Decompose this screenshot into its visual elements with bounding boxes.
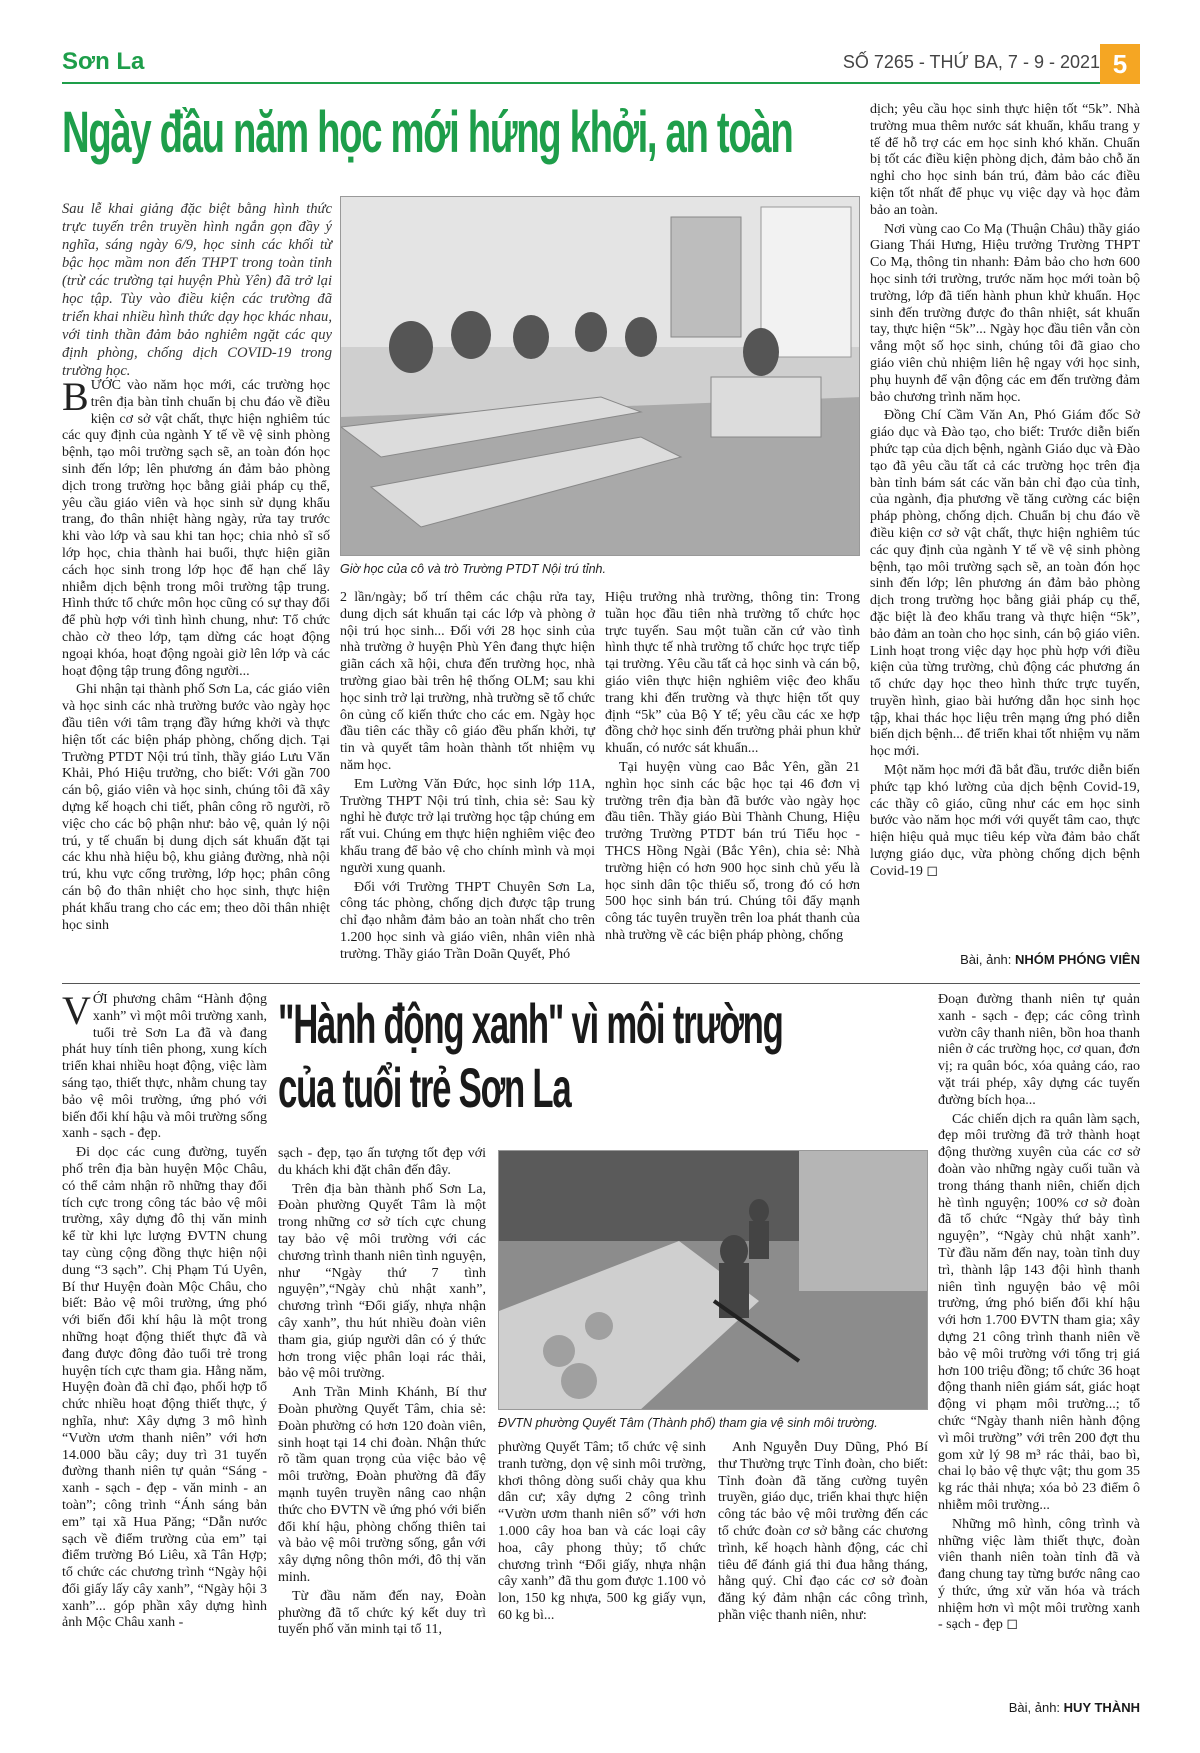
paragraph: Ghi nhận tại thành phố Sơn La, các giáo viên và học sinh các nhà trường bước vào ngày học đầu tiên với tâm trạng đầy hứng khởi và thực hiện tốt các biện pháp phòng, chống dịch. Tại Trường PTDT Nội trú tỉnh, thầy giáo Lưu Văn Khải, Phó Hiệu trưởng, cho biết: Với gần 700 cán bộ, giáo viên và học sinh, chúng tôi đã xây dựng kế hoạch chi tiết, phân công rõ người, rõ việc cho các bộ phận như: bảo vệ, quản lý nội trú, y tế chuẩn bị dung dịch sát khuẩn đặt tại các khu nhà hiệu bộ, khu giảng đường, nhà nội trú, khu vực cổng trường, lớp học; phân công cán bộ đo thân nhiệt cho học sinh, thực hiện phát khẩu trang cho các em; theo dõi thân nhiệt học sinh bbox=[62, 682, 330, 933]
paragraph: sạch - đẹp, tạo ấn tượng tốt đẹp với du khách khi đặt chân đến đây. bbox=[278, 1146, 486, 1178]
article2-title bbox=[278, 992, 783, 1120]
paragraph: Đồng Chí Cầm Văn An, Phó Giám đốc Sở giáo dục và Đào tạo, cho biết: Trước diễn biến phức tạp của dịch bệnh, ngành Giáo dục và Đào tạo đã yêu cầu tất cả các trường học trên địa bàn tỉnh bám sát các văn bản chỉ đạo của tỉnh, của ngành, địa phương về tăng cường các biện pháp phòng, chống dịch. Chuẩn bị chu đáo về điều kiện cơ sở vật chất, thực hiện nghiêm túc các quy định của ngành Y tế về vệ sinh phòng bệnh, tạo môi trường sạch sẽ, an toàn đón học sinh đến lớp; lên phương án đảm bảo phòng dịch trong trường học bằng giải pháp cụ thể, đặc biệt là đeo khẩu trang và thực hiện “5k”, bảo đảm an toàn cho học sinh, cán bộ giáo viên. Linh hoạt trong việc dạy học phù hợp với điều kiện của từng trường, chủ động các phương án tổ chức dạy học theo hình thức trực tuyến, truyền hình, giao bài hướng dẫn học sinh học tập, khai thác học liệu trên mạng ứng phó diễn biến dịch bệnh... để triển khai tốt nhiệm vụ năm học mới. bbox=[870, 408, 1140, 760]
article2-column-4 bbox=[718, 1440, 928, 1627]
byline-prefix: Bài, ảnh: bbox=[1008, 1700, 1061, 1715]
article1-column-2 bbox=[340, 590, 595, 966]
paragraph: ỚI phương châm “Hành động xanh” vì một môi trường xanh, tuổi trẻ Sơn La đã và đang phát huy tính tiên phong, xung kích triển khai nhiều hoạt động, việc làm sáng tạo, thiết thực, nhằm chung tay bảo vệ môi trường, ứng phó với biến đổi khí hậu và môi trường sống xanh - sạch - đẹp. bbox=[62, 992, 267, 1142]
paragraph: phường Quyết Tâm; tổ chức vệ sinh tranh tường, dọn vệ sinh môi trường, khơi thông dòng suối chảy qua khu dân cư; xây dựng 2 công trình “Vườn ươm thanh niên số” với hơn 1.000 cây hoa ban và các loại cây hoa, cây phong thủy; tổ chức chương trình “Đổi giấy, nhựa nhận cây xanh” đã thu gom được 1.100 vỏ lon, 150 kg nhựa, 500 kg giấy vụn, 60 kg bì... bbox=[498, 1440, 706, 1623]
article2-byline bbox=[938, 1700, 1140, 1715]
paragraph: dịch; yêu cầu học sinh thực hiện tốt “5k”. Nhà trường mua thêm nước sát khuẩn, khẩu trang y tế để hỗ trợ các em học sinh khó khăn. Chuẩn bị tốt các điều kiện phòng dịch, đảm bảo chỗ ăn nghỉ cho học sinh bán trú, đảm bảo các điều kiện tốt nhất để phục vụ việc dạy và học đảm bảo an toàn. bbox=[870, 102, 1140, 218]
dropcap: V bbox=[62, 988, 91, 1033]
article2-column-1 bbox=[62, 988, 267, 1634]
title-line: của tuổi trẻ Sơn La bbox=[278, 1056, 571, 1119]
article1-column-3 bbox=[605, 590, 860, 947]
page-number: 5 bbox=[1100, 44, 1140, 84]
byline-author: HUY THÀNH bbox=[1063, 1700, 1140, 1715]
article1-photo-caption: Giờ học của cô và trò Trường PTDT Nội trú tỉnh. bbox=[340, 562, 606, 576]
article2-photo-caption: ĐVTN phường Quyết Tâm (Thành phố) tham gia vệ sinh môi trường. bbox=[498, 1416, 878, 1430]
article1-title: Ngày đầu năm học mới hứng khởi, an toàn bbox=[62, 100, 793, 165]
paragraph: Các chiến dịch ra quân làm sạch, đẹp môi trường đã trở thành hoạt động thường xuyên của các cơ sở đoàn vào những ngày cuối tuần và trong tháng thanh niên, chiến dịch hè tình nguyện; 100% cơ sở đoàn đã tổ chức “Ngày thứ bảy tình nguyện”, “Ngày chủ nhật xanh”. Từ đầu năm đến nay, toàn tỉnh duy trì, thành lập 143 đội hình thanh niên tình nguyện bảo vệ môi trường, ứng phó biến đổi khí hậu với hơn 1.700 ĐVTN tham gia; xây dựng 21 công trình thanh niên về bảo vệ môi trường với tổng trị giá hơn 100 triệu đồng; tổ chức 36 hoạt động thanh niên giám sát, giác hoạt động vi phạm môi trường...; tổ chức “Ngày thanh niên hành động vì môi trường” với trên 200 đợt thu gom xử lý 98 m³ rác thải, bao bì, chai lọ bảo vệ thực vật; thu gom 35 kg rác thải nhựa; xóa bỏ 23 điểm ô nhiễm môi trường... bbox=[938, 1111, 1140, 1513]
paragraph: Em Lường Văn Đức, học sinh lớp 11A, Trường THPT Nội trú tỉnh, chia sẻ: Sau kỳ nghỉ hè được trở lại trường học tập chúng em rất vui. Chúng em thực hiện nghiêm việc đeo khẩu trang để bảo vệ cho chính mình và mọi người xung quanh. bbox=[340, 776, 595, 876]
article1-byline bbox=[870, 952, 1140, 967]
byline-author: NHÓM PHÓNG VIÊN bbox=[1015, 952, 1140, 967]
section-rule bbox=[62, 82, 1112, 84]
byline-prefix: Bài, ảnh: bbox=[960, 952, 1012, 967]
paragraph: Đối với Trường THPT Chuyên Sơn La, công tác phòng, chống dịch được tập trung chỉ đạo nhằm đảm bảo an toàn nhất cho trên 1.200 học sinh và giáo viên, nhân viên nhà trường. Thầy giáo Trần Doãn Quyết, Phó bbox=[340, 879, 595, 962]
dropcap: B bbox=[62, 374, 89, 419]
paragraph: Trên địa bàn thành phố Sơn La, Đoàn phường Quyết Tâm là một trong những cơ sở tích cực chung tay bảo vệ môi trường với các chương trình thanh niên tình nguyện, như “Ngày thứ 7 tình nguyện”,“Ngày chủ nhật xanh”, chương trình “Đổi giấy, nhựa nhận cây xanh”, thu hút nhiều đoàn viên tham gia, giúp người dân có ý thức hơn trong việc phân loại rác thải, bảo vệ môi trường. bbox=[278, 1181, 486, 1382]
paragraph: Từ đầu năm đến nay, Đoàn phường đã tổ chức ký kết duy trì tuyến phố văn minh tại tổ 11, bbox=[278, 1588, 486, 1638]
paragraph: 2 lần/ngày; bố trí thêm các chậu rửa tay, dung dịch sát khuẩn tại các lớp và phòng ở nội trú học sinh... Đối với 28 học sinh của nhà trường ở huyện Phù Yên đang thực hiện giãn cách xã hội, chưa đến trường học, nhà trường giao bài trên hệ thống OLM; sau khi học sinh trở lại trường, nhà trường sẽ tổ chức ôn củng cố kiến thức cho các em. Ngày học đầu tiên các thầy cô giáo đều phấn khởi, tự tin và quyết tâm hoàn thành tốt nhiệm vụ năm học. bbox=[340, 590, 595, 773]
article-separator bbox=[62, 983, 1140, 984]
issue-info: SỐ 7265 - THỨ BA, 7 - 9 - 2021 bbox=[842, 52, 1100, 72]
article1-column-4 bbox=[870, 102, 1140, 883]
article1-lead: Sau lễ khai giảng đặc biệt bằng hình thức trực tuyến trên truyền hình ngắn gọn đầy ý nghĩa, sáng ngày 6/9, học sinh các khối từ bậc học mầm non đến THPT trong toàn tỉnh (trừ các trường tại huyện Phù Yên) đã trở lại học tập. Tùy vào điều kiện các trường đã triển khai nhiều hình thức dạy học khác nhau, với tinh thần đảm bảo nghiêm ngặt các quy định phòng, chống dịch COVID-19 trong trường học. bbox=[62, 201, 332, 379]
article2-column-2 bbox=[278, 1146, 486, 1641]
paragraph: Anh Nguyễn Duy Dũng, Phó Bí thư Thường trực Tỉnh đoàn, cho biết: Tỉnh đoàn đã tăng cường tuyên truyền, giáo dục, triển khai thực hiện công tác bảo vệ môi trường đến các tổ chức đoàn cơ sở bằng các chương trình, kế hoạch hành động, các chỉ tiêu để đánh giá thi đua hằng tháng, hằng quý. Chỉ đạo các cơ sở đoàn đăng ký đảm nhận các công trình, phần việc thanh niên, như: bbox=[718, 1440, 928, 1623]
section-name: Sơn La bbox=[62, 48, 145, 75]
paragraph: Đoạn đường thanh niên tự quản xanh - sạch - đẹp; các công trình vườn cây thanh niên, bồn hoa thanh niên ở các trường học, cơ quan, đơn vị; ra quân bóc, xóa quảng cáo, rao vặt trái phép, xây dựng các tuyến đường bích họa... bbox=[938, 992, 1140, 1108]
paragraph: ƯỚC vào năm học mới, các trường học trên địa bàn tỉnh chuẩn bị chu đáo về điều kiện cơ sở vật chất, thực hiện nghiêm túc các quy định của ngành Y tế về vệ sinh phòng bệnh, tạo môi trường sạch sẽ, an toàn đón học sinh đến lớp; lên phương án đảm bảo phòng dịch trong trường học bằng giải pháp cụ thể, yêu cầu giáo viên và học sinh sử dụng khẩu trang, đo thân nhiệt hàng ngày, rửa tay trước khi vào lớp và sau khi tan học; chia nhỏ sĩ số lớp học, chia thành hai buổi, thực hiện giãn cách học sinh trong lớp học để hạn chế lây nhiễm dịch bệnh trong môi trường tập trung. Hình thức tổ chức môn học cũng có sự thay đổi để phù hợp với tình hình chung, như: Tổ chức chào cờ theo lớp, tạm dừng các hoạt động ngoại khóa, hoạt động ngoài giờ lên lớp và các hoạt động tập trung đông người... bbox=[62, 378, 330, 679]
paragraph: Anh Trần Minh Khánh, Bí thư Đoàn phường Quyết Tâm, chia sẻ: Đoàn phường có hơn 120 đoàn viên, sinh hoạt tại 14 chi đoàn. Nhận thức rõ tầm quan trọng của việc bảo vệ môi trường, Đoàn phường đã đẩy mạnh tuyên truyền nâng cao nhận thức cho ĐVTN về ứng phó với biến đổi khí hậu, phòng chống thiên tai và bảo vệ môi trường sống, gắn với xây dựng nông thôn mới, đô thị văn minh. bbox=[278, 1385, 486, 1585]
article2-column-5 bbox=[938, 992, 1140, 1636]
paragraph: Tại huyện vùng cao Bắc Yên, gần 21 nghìn học sinh các bậc học tại 46 đơn vị trường trên địa bàn đã bước vào ngày học đầu tiên. Thầy giáo Bùi Thành Chung, Hiệu trưởng Trường PTDT bán trú Tiểu học - THCS Hồng Ngài (Bắc Yên), chia sẻ: Nhà trường hiện có hơn 900 học sinh chủ yếu là học sinh dân tộc thiểu số, trong đó có hơn 500 học sinh bán trú. Chúng tôi đẩy mạnh công tác tuyên truyền trên loa phát thanh của nhà trường về các biện pháp phòng, chống bbox=[605, 759, 860, 943]
article2-photo bbox=[498, 1150, 928, 1410]
paragraph: Một năm học mới đã bắt đầu, trước diễn biến phức tạp khó lường của dịch bệnh Covid-19, các thầy cô giáo, cũng như các em học sinh bước vào năm học mới với quyết tâm cao, thực hiện hiệu quả mục tiêu kép vừa đảm bảo chất lượng giáo dục, vừa phòng chống dịch bệnh Covid-19 ◻ bbox=[870, 763, 1140, 879]
paragraph: Nơi vùng cao Co Mạ (Thuận Châu) thầy giáo Giang Thái Hưng, Hiệu trưởng Trường THPT Co Mạ, thông tin nhanh: Đảm bảo cho hơn 600 học sinh tới trường, trước năm học mới toàn bộ trường, lớp đã tiến hành phun khử khuẩn. Học sinh đến trường được đo thân nhiệt, sát khuẩn tay, thực hiện “5k”... Ngày học đầu tiên vẫn còn vắng một số học sinh, chúng tôi đã giao cho giáo viên chủ nhiệm liên hệ ngay với học sinh, phụ huynh để vận động các em đến trường đảm bảo chương trình năm học. bbox=[870, 221, 1140, 405]
article2-column-3 bbox=[498, 1440, 706, 1627]
article1-column-1 bbox=[62, 374, 330, 936]
paragraph: Đi dọc các cung đường, tuyến phố trên địa bàn huyện Mộc Châu, có thể cảm nhận rõ những thay đổi tích cực trong công tác bảo vệ môi trường, xây dựng đô thị văn minh kể từ khi lực lượng ĐVTN chung tay cùng cộng đồng thực hiện nội dung “3 sạch”. Chị Phạm Tú Uyên, Bí thư Huyện đoàn Mộc Châu, cho biết: Bảo vệ môi trường, ứng phó với biến đổi khí hậu là một trong những hoạt động thiết thực đã và đang được đông đảo tuổi trẻ trong huyện tích cực tham gia. Hằng năm, Huyện đoàn đã chỉ đạo, phối hợp tổ chức nhiều hoạt động thiết thực, ý nghĩa, như: Xây dựng 3 mô hình “Vườn ươm thanh niên” với hơn 14.000 bầu cây; duy trì 31 tuyến đường thanh niên tự quản “Sáng - xanh - sạch - đẹp - văn minh - an toàn”; công trình “Ánh sáng bản em” tại xã Hua Păng; “Dẫn nước sạch về điểm trường của em” tại điểm trường Bó Liêu, xã Tân Hợp; tổ chức các chương trình “Ngày hội đổi giấy lấy cây xanh”, “Ngày hội 3 xanh”... góp phần xây dựng hình ảnh Mộc Châu xanh - bbox=[62, 1145, 267, 1631]
title-line: "Hành động xanh" vì môi trường bbox=[278, 992, 783, 1055]
paragraph: Hiệu trưởng nhà trường, thông tin: Trong tuần học đầu tiên nhà trường tổ chức học trực tuyến. Sau một tuần căn cứ vào tình hình thực tế nhà trường tổ chức học trực tiếp tại trường. Yêu cầu tất cả học sinh và cán bộ, giáo viên thực hiện nghiêm việc đeo khẩu trang khi đến trường và thực hiện tốt quy định “5k” của Bộ Y tế; yêu cầu các xe hợp đồng chở học sinh đến trường phải phun khử khuẩn, có nước sát khuẩn... bbox=[605, 590, 860, 757]
paragraph: Những mô hình, công trình và những việc làm thiết thực, đoàn viên thanh niên toàn tỉnh đã và đang chung tay từng bước nâng cao ý thức, ứng xử văn hóa và trách nhiệm hơn vì một môi trường xanh - sạch - đẹp ◻ bbox=[938, 1516, 1140, 1633]
article1-photo bbox=[340, 196, 860, 556]
